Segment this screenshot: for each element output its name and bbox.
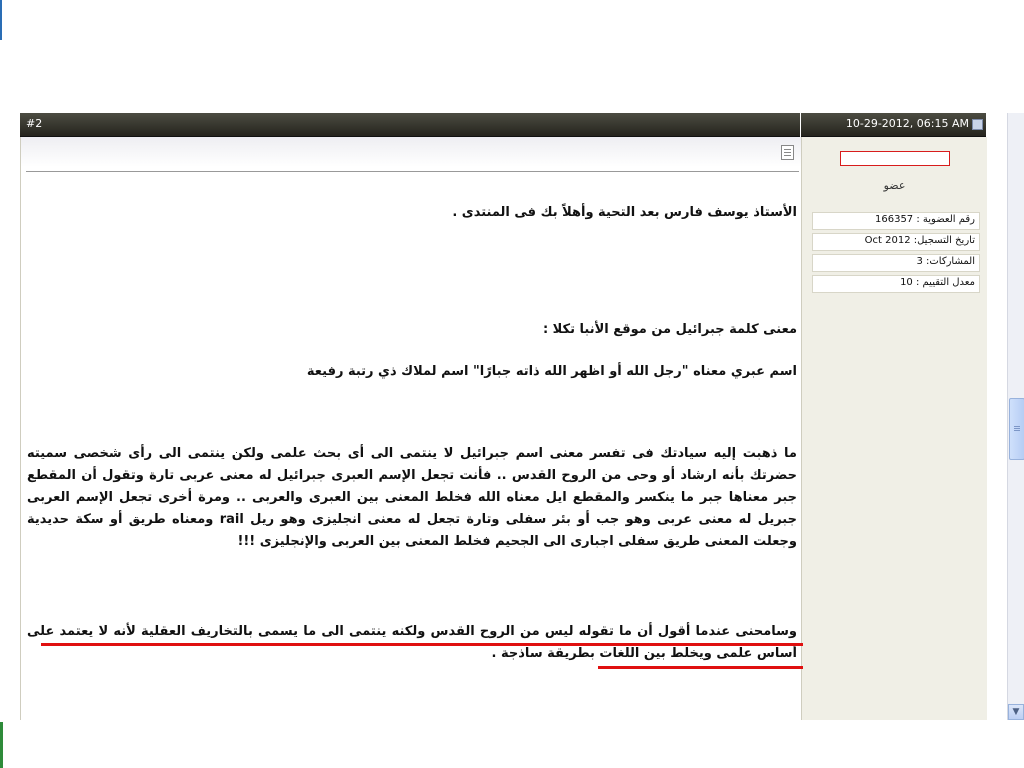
paragraph-argument: ما ذهبت إليه سيادتك فى تفسر معنى اسم جبرائيل لا ينتمى الى أى بحث علمى ولكن ينتمى الى رأى شخصى سميته حضرتك بأنه ارشاد أو وحى من الروح القدس .. فأنت تجعل الإسم العبرى جبرائيل له معنى عربى تارة وتقول أن المقطع جبر معناها جبر ما ينكسر والمقطع ايل معناه الله فخلط المعنى بين العبرى والعربى .. ومرة أخرى تجعل الإسم العربى جبريل له معنى عربى وهو جب أو بئر سفلى وتارة تجعل له معنى انجليزى وهو ريل rail ومعناه طريق أو سكة حديدية وجعلت المعنى طريق سفلى اجبارى الى الجحيم فخلط المعنى بين العربى والإنجليزى !!!: [27, 446, 797, 549]
username-link[interactable]: [840, 151, 950, 166]
taskbar-edge: [0, 722, 3, 768]
post-count: المشاركات: 3: [812, 254, 980, 272]
post-status-icon: [972, 119, 983, 130]
document-icon: [781, 145, 794, 160]
join-date: تاريخ التسجيل: Oct 2012: [812, 233, 980, 251]
window-edge: [0, 0, 2, 40]
post-date-header: [801, 113, 986, 137]
scrollbar-thumb[interactable]: [1009, 398, 1024, 460]
red-underline-1: [41, 643, 803, 646]
post-toolbar: [21, 137, 801, 167]
red-underline-2: [598, 666, 803, 669]
post-date: 10-29-2012, 06:15 AM: [845, 117, 969, 130]
paragraph-conclusion: وسامحنى عندما أقول أن ما تقوله ليس من الروح القدس ولكنه ينتمى الى ما يسمى بالتخاريف العقلية لأنه لا يعتمد على أساس علمى ويخلط بين اللغات بطريقة ساذجة .: [27, 624, 797, 661]
scroll-down-arrow-icon[interactable]: ▼: [1008, 704, 1024, 720]
paragraph-quote: اسم عبري معناه "رجل الله أو اظهر الله ذاته جبارًا" اسم لملاك ذي رتبة رفيعة: [306, 364, 797, 379]
post-content: [20, 137, 801, 720]
paragraph-greeting: الأستاذ يوسف فارس بعد التحية وأهلاً بك فى المنتدى .: [452, 205, 797, 220]
member-id: رقم العضوية : 166357: [812, 212, 980, 230]
post-header: [20, 113, 800, 137]
post-number-link[interactable]: #2: [26, 117, 43, 130]
paragraph-heading: معنى كلمة جبرائيل من موقع الأنبا تكلا :: [542, 322, 797, 337]
vertical-scrollbar[interactable]: [1007, 113, 1024, 720]
reputation: معدل التقييم : 10: [812, 275, 980, 293]
user-title: عضو: [883, 179, 906, 192]
user-sidebar: [801, 137, 987, 720]
divider: [26, 171, 799, 172]
